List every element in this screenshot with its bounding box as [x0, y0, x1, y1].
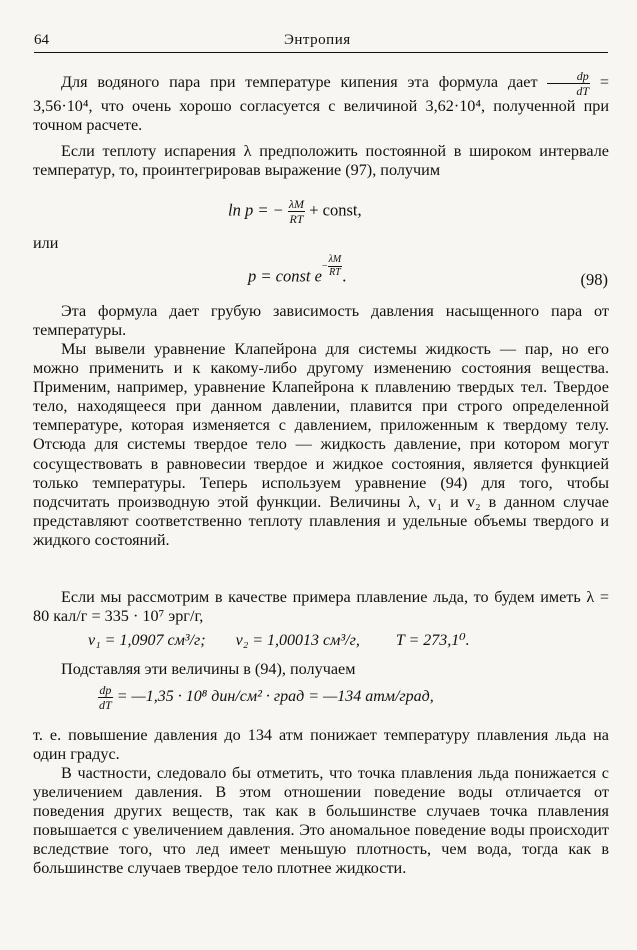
- word-or: или: [33, 234, 59, 252]
- page-number: 64: [34, 32, 49, 48]
- paragraph-5: Если мы рассмотрим в качестве примера плавление льда, то будем иметь λ = 80 кал/г = 335 · 10⁷ эрг/г,: [33, 588, 609, 626]
- lambda-M-over-RT: $\frac{\lambda M}{RT}$: [288, 197, 305, 226]
- equation-dp-dT-ice: $\frac{dp}{dT}$ = —1,35 · 10⁸ дин/см² · град = —134 атм/град,: [99, 683, 434, 712]
- dp-dT-fraction: $\frac{dp}{dT}$: [547, 70, 590, 97]
- page-header: [34, 32, 608, 53]
- paragraph-2: Если теплоту испарения λ предположить постоянной в широком интервале температур, то, проинтегрировав выражение (97), получим: [33, 142, 609, 180]
- paragraph-7: т. е. повышение давления до 134 атм понижает температуру плавления льда на один градус.: [33, 726, 609, 764]
- p1-sentence-end: = 3,56·10⁴, что очень хорошо согласуется с величиной 3,62·10⁴, полученной при точном расчете.: [33, 73, 610, 135]
- paragraph-6: Подставляя эти величины в (94), получаем: [61, 660, 356, 678]
- running-head: Энтропия: [284, 32, 351, 48]
- paragraph-3: Эта формула дает грубую зависимость давления насыщенного пара от температуры.: [33, 302, 609, 340]
- paragraph-1: [33, 70, 609, 135]
- equation-number-98: (98): [580, 270, 608, 289]
- equation-ln-p: ln p = − $\frac{\lambda M}{RT}$ + const,: [228, 197, 362, 226]
- equation-volumes: v₁ = 1,0907 см³/г; v₂ = 1,00013 см³/г, T = 273,1⁰.: [88, 632, 470, 649]
- paragraph-4: Мы вывели уравнение Клапейрона для системы жидкость — пар, но его можно применить и к какому-либо другому изменению состояния вещества. Применим, например, уравнение Клапейрона к плавлению твердых тел. Твердое тело, находящееся при данном давлении, плавится при строго определенной температуре, которая изменяется с давлением, приложенным к твердому телу. Отсюда для системы твердое тело — жидкость давление, при котором могут сосуществовать в равновесии твердое и жидкое состояния, является функцией только температуры. Теперь используем уравнение (94) для того, чтобы подсчитать производную этой функции. Величины λ, v₁ и v₂ в данном случае представляют соответственно теплоту плавления и удельные объемы твердого и жидкого состояний.: [33, 340, 609, 549]
- dp-dT-fraction-2: $\frac{dp}{dT}$: [99, 683, 112, 712]
- exponent-fraction: $\frac{\lambda M}{RT}$: [328, 254, 342, 278]
- p1-sentence-start: Для водяного пара при температуре кипения эта формула дает: [61, 73, 538, 92]
- paragraph-8: В частности, следовало бы отметить, что точка плавления льда понижается с увеличением давления. В этом отношении поведение воды отличается от поведения других веществ, так как в большинстве случаев точка плавления повышается с увеличением давления. Это аномальное поведение воды происходит вследствие того, что лед имеет меньшую плотность, чем вода, тогда как в большинстве случаев твердое тело плотнее жидкости.: [33, 764, 609, 878]
- equation-98: p = const $e^{- \frac{\lambda M}{RT}}$ .: [248, 254, 347, 286]
